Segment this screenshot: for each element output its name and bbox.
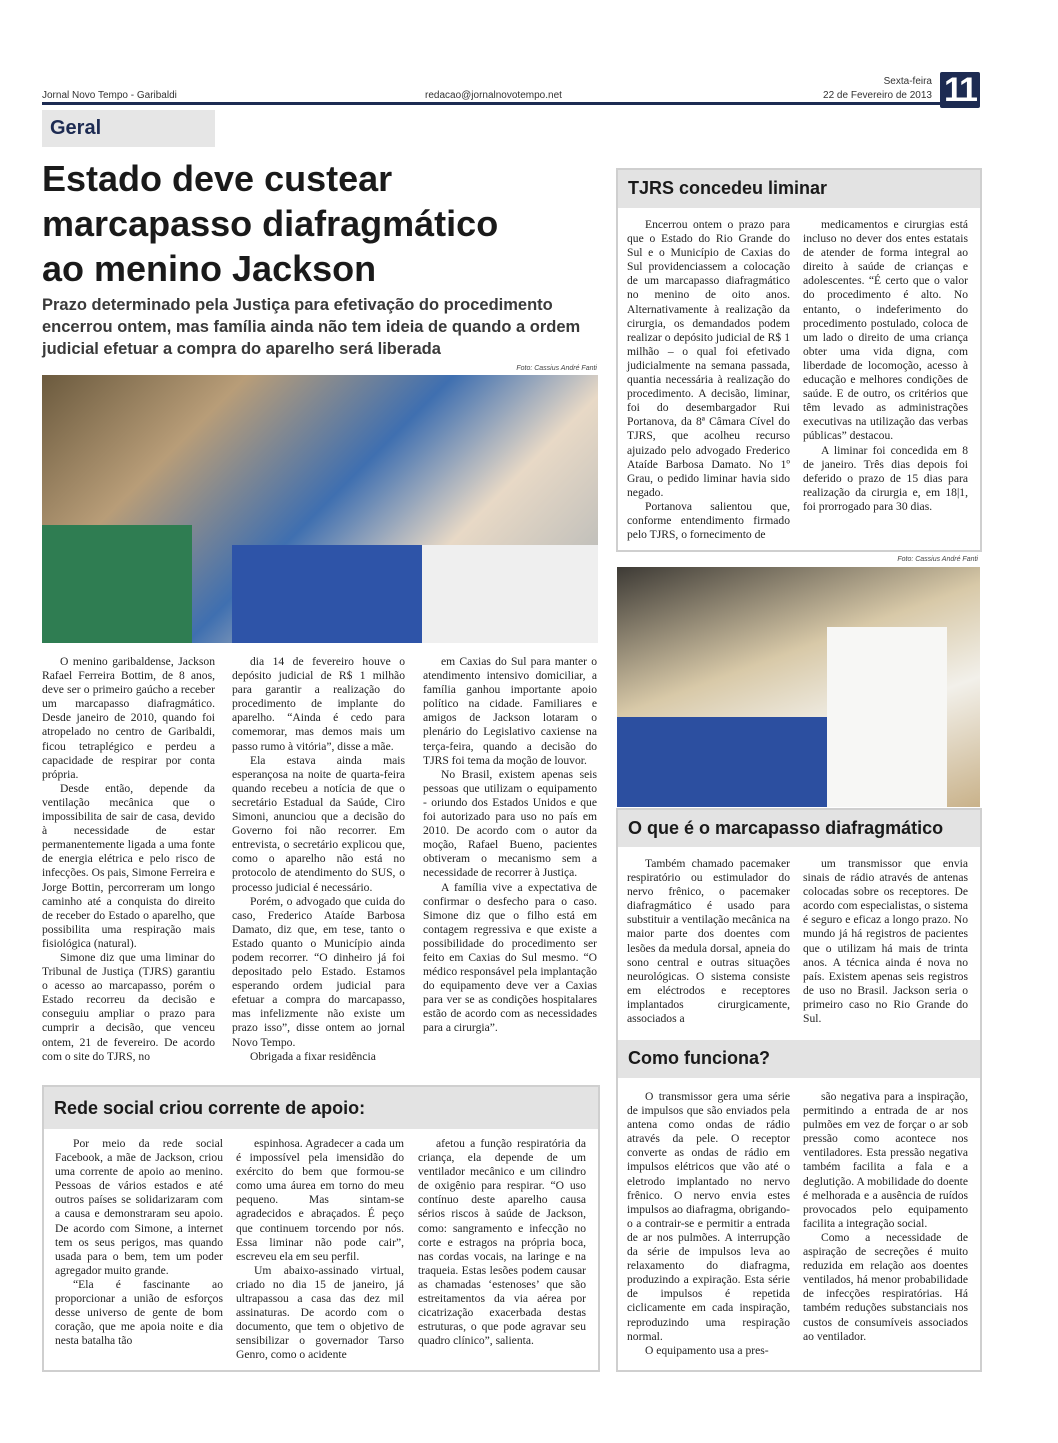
photo-detail bbox=[232, 545, 432, 643]
paragraph: Encerrou ontem o prazo para que o Estado do Rio Grande do Sul e o Município de Caxias do Sul providenciassem a colocação de um marcapasso diafragmático no menino de oito anos. Alternativamente à realização da cirurgia, os demandados podem realizar o depósito judicial de R$ 1 milhão – o qual foi efetivado judicialmente na semana passada, quantia necessária à realização do procedimento. A decisão, liminar, foi do desembargador Rui Portanova, da 8ª Câmara Cível do TJRS, que acolheu recurso ajuizado pelo advogado Frederico Ataíde Barbosa Damato. No 1º Grau, o pedido liminar havia sido negado. bbox=[627, 218, 790, 499]
paragraph: Também chamado pacemaker respiratório ou estimulador do nervo frênico, o pacemaker diafragmático é usado para substituir a ventilação mecânica na maior parte dos doentes com lesões da medula dorsal, apneia do sono central e outras situações neurológicas. O sistema consiste em eléctrodos e receptores implantados cirurgicamente, associados a bbox=[627, 857, 790, 1026]
photo-detail bbox=[617, 717, 847, 807]
paragraph: Obrigada a fixar residência bbox=[250, 1049, 376, 1063]
tjrs-column bbox=[627, 218, 790, 542]
como-column bbox=[803, 1090, 968, 1344]
tjrs-title-bar bbox=[618, 170, 980, 208]
tjrs-title: TJRS concedeu liminar bbox=[628, 178, 828, 198]
article-column bbox=[232, 655, 405, 1064]
rede-title: Rede social criou corrente de apoio: bbox=[54, 1098, 366, 1118]
page-number: 11 bbox=[940, 72, 980, 108]
headline bbox=[42, 156, 602, 291]
paragraph: espinhosa. Agradecer a cada um é impossível pela imensidão do exército do bem que formou-se como uma áurea em torno do meu pequeno. Mas sintam-se agradecidos e abraçados. É peço que continuem torcendo por nós. Essa liminar não pode cair”, escreveu ela em seu perfil. bbox=[236, 1137, 404, 1263]
hospital-photo bbox=[617, 567, 980, 807]
paragraph: afetou a função respiratória da criança, ela depende de um ventilador mecânico e um cilindro de oxigênio para respirar. “O uso contínuo deste aparelho causa sérios riscos à saúde de Jackson, como: sangramento e infecção no corte e estragos na própria boca, nas cordas vocais, na laringe e na traqueia. Estas lesões podem causar as chamadas ‘estenoses’ que são estreitamentos da via aérea por cicatrização exacerbada destas estruturas, o que pode agravar seu quadro clínico”, salienta. bbox=[418, 1137, 586, 1348]
photo-detail bbox=[42, 525, 192, 643]
rede-column bbox=[55, 1137, 223, 1348]
paragraph: O equipamento usa a pres- bbox=[645, 1343, 769, 1357]
paragraph: dia 14 de fevereiro houve o depósito judicial de R$ 1 milhão para garantir a realização do procedimento de implante do aparelho. “Ainda é cedo para comemorar, mas demos mais um passo rumo à vitória”, disse a mãe. bbox=[232, 655, 405, 753]
photo-detail bbox=[827, 627, 947, 807]
paper-name: Jornal Novo Tempo - Garibaldi bbox=[42, 90, 177, 101]
tjrs-column bbox=[803, 218, 968, 514]
paragraph: são negativa para a inspiração, permitindo a entrada de ar nos pulmões em vez de forçar o ar sob pressão como acontece nos ventiladores. Esta pressão negativa também facilita a fala e a deglutição. A mobilidade do doente é melhorada e a ausência de ruídos provocados pelo equipamento facilita a integração social. bbox=[803, 1090, 968, 1230]
paragraph: Portanova salientou que, conforme entendimento firmado pelo TJRS, o fornecimento de bbox=[627, 499, 790, 542]
como-column bbox=[627, 1090, 790, 1358]
oque-column bbox=[627, 857, 790, 1026]
paragraph: Um abaixo-assinado virtual, criado no dia 15 de janeiro, já ultrapassou a casa das dez mil assinaturas. De acordo com o documento, que tem o objetivo de sensibilizar o governador Tarso Genro, como o acidente bbox=[236, 1263, 404, 1362]
como-title-bar bbox=[618, 1040, 980, 1078]
section-tag bbox=[42, 110, 215, 147]
subheadline: Prazo determinado pela Justiça para efetivação do procedimento encerrou ontem, mas família ainda não tem ideia de quando a ordem judicial efetuar a compra do aparelho será liberada bbox=[42, 296, 581, 358]
oque-column bbox=[803, 857, 968, 1026]
rede-title-bar bbox=[44, 1087, 598, 1129]
paragraph: Como a necessidade de aspiração de secreções é muito reduzida em relação aos doentes ventilados, há menor probabilidade de infecções respiratórias. Há também reduções substanciais nos custos de consumíveis associados ao ventilador. bbox=[803, 1230, 968, 1343]
weekday: Sexta-feira bbox=[883, 76, 932, 87]
paragraph: Ela estava ainda mais esperançosa na noite de quarta-feira quando recebeu a notícia de que o secretário Estadual da Saúde, Ciro Simoni, anunciou que a decisão do Governo foi não recorrer. Em entrevista, o secretário explicou que, como o aparelho não está no protocolo de atendimento do SUS, o processo judicial é necessário. bbox=[232, 753, 405, 894]
contact-email: redacao@jornalnovotempo.net bbox=[425, 90, 562, 101]
paragraph: Porém, o advogado que cuida do caso, Frederico Ataíde Barbosa Damato, diz que, em tese, tanto o Estado quanto o Município ainda podem recorrer. “O dinheiro já foi depositado pelo Estado. Estamos esperando ordem judicial para efetuar a compra do marcapasso, mas infelizmente não existe um prazo isso”, disse ontem ao jornal Novo Tempo. bbox=[232, 894, 405, 1049]
header-rule bbox=[42, 102, 942, 105]
paragraph: O transmissor gera uma série de impulsos que são enviados pela antena como ondas de rádio através da pele. O receptor converte as ondas de rádio em impulsos elétricos que vão até o eletrodo implantado no nervo frênico. O nervo envia estes impulsos ao diafragma, obrigando-o a contrair-se e permitir a entrada de ar nos pulmões. A interrupção da série de impulsos leva ao relaxamento do diafragma, produzindo a expiração. Esta série de impulsos é repetida ciclicamente em cada inspiração, reproduzindo uma respiração normal. bbox=[627, 1090, 790, 1343]
oque-title: O que é o marcapasso diafragmático bbox=[628, 818, 944, 838]
headline-line: Estado deve custear bbox=[42, 158, 393, 199]
oque-title-bar bbox=[618, 810, 980, 847]
article-column bbox=[42, 655, 215, 1064]
photo-credit: Foto: Cassius André Fanti bbox=[897, 556, 978, 563]
headline-line: marcapasso diafragmático bbox=[42, 203, 499, 244]
paragraph: em Caxias do Sul para manter o atendimento intensivo domiciliar, a família ganhou importante apoio político na cidade. Familiares e amigos de Jackson lotaram o plenário do Legislativo caxiense na terça-feira, quando a decisão do TJRS foi tema da moção de louvor. bbox=[423, 655, 597, 767]
paragraph: “Ela é fascinante ao proporcionar a união de esforços desse universo de gente de bom coração, que me apoia noite e dia nesta batalha tão bbox=[55, 1277, 223, 1348]
family-photo bbox=[42, 375, 598, 643]
article-column bbox=[423, 655, 597, 1036]
section-label: Geral bbox=[50, 117, 102, 139]
rede-column bbox=[236, 1137, 404, 1363]
paragraph: medicamentos e cirurgias está incluso no dever dos entes estatais de atender de forma integral ao direito à saúde de crianças e adolescentes. “É certo que o valor do procedimento é alto. No entanto, o indeferimento do procedimento postulado, coloca de um lado o direito de uma criança obter uma vida digna, com liberdade de locomoção, acesso à educação e melhores condições de saúde. E de outro, os critérios que têm levado as administrações executivas na utilização das verbas públicas” destacou. bbox=[803, 218, 968, 443]
paragraph: Desde então, depende da ventilação mecânica que o impossibilita de sair de casa, devido à necessidade de estar permanentemente ligada a uma fonte de energia elétrica e pelo risco de infecções. Os pais, Simone Ferreira e Jorge Bottin, percorreram um longo caminho até a conquista do direito de receber do Estado o aparelho, que possibilita uma respiração mais fisiológica (natural). bbox=[42, 781, 215, 950]
como-title: Como funciona? bbox=[628, 1048, 770, 1068]
headline-line: ao menino Jackson bbox=[42, 248, 377, 289]
issue-date: 22 de Fevereiro de 2013 bbox=[823, 90, 932, 101]
photo-credit: Foto: Cassius André Fanti bbox=[516, 365, 597, 372]
paragraph: um transmissor que envia sinais de rádio através de antenas colocadas sobre os receptores. De acordo com especialistas, o sistema é seguro e eficaz a longo prazo. No mundo já há registros de pacientes que o utilizam há mais de trinta anos. A técnica ainda é nova no país. Existem apenas seis registros de uso no Brasil. Jackson seria o primeiro caso no Rio Grande do Sul. bbox=[803, 857, 968, 1026]
paragraph: A liminar foi concedida em 8 de janeiro. Três dias depois foi deferido o prazo de 15 dias para realização da cirurgia e, em 18|1, foi prorrogado para 30 dias. bbox=[803, 443, 968, 513]
paragraph: O menino garibaldense, Jackson Rafael Ferreira Bottim, de 8 anos, deve ser o primeiro gaúcho a receber um marcapasso diafragmático. Desde janeiro de 2010, quando foi atropelado no centro de Garibaldi, ficou tetraplégico e perdeu a capacidade de respirar por conta própria. bbox=[42, 655, 215, 781]
photo-detail bbox=[422, 545, 598, 643]
paragraph: Por meio da rede social Facebook, a mãe de Jackson, criou uma corrente de apoio ao menino. Pessoas de vários estados e até outros países se solidarizaram com a causa e demonstraram seu apoio. De acordo com Simone, a internet tem os seus perigos, mas quando usada para o bem, tem um poder agregador muito grande. bbox=[55, 1137, 223, 1277]
paragraph: A família vive a expectativa de confirmar o desfecho para o caso. Simone diz que o filho está em contagem regressiva e que existe a possibilidade do procedimento ser feito em Caxias do Sul mesmo. “O médico responsável pela implantação do equipamento deve ver a Caxias para ver se as condições hospitalares estão de acordo com as necessidades para a cirurgia”. bbox=[423, 880, 597, 1035]
paragraph: No Brasil, existem apenas seis pessoas que utilizam o equipamento - oriundo dos Estados Unidos e que foi autorizado para uso no país em 2010. De acordo com o autor da moção, Rafael Bueno, pacientes obtiveram o mecanismo sem a necessidade de recorrer à Justiça. bbox=[423, 767, 597, 880]
paragraph: Simone diz que uma liminar do Tribunal de Justiça (TJRS) garantiu o acesso ao marcapasso, porém o Estado recorreu da decisão e conseguiu ampliar o prazo para cumprir a decisão, que venceu ontem, 21 de fevereiro. De acordo com o site do TJRS, no bbox=[42, 950, 215, 1063]
rede-column bbox=[418, 1137, 586, 1348]
